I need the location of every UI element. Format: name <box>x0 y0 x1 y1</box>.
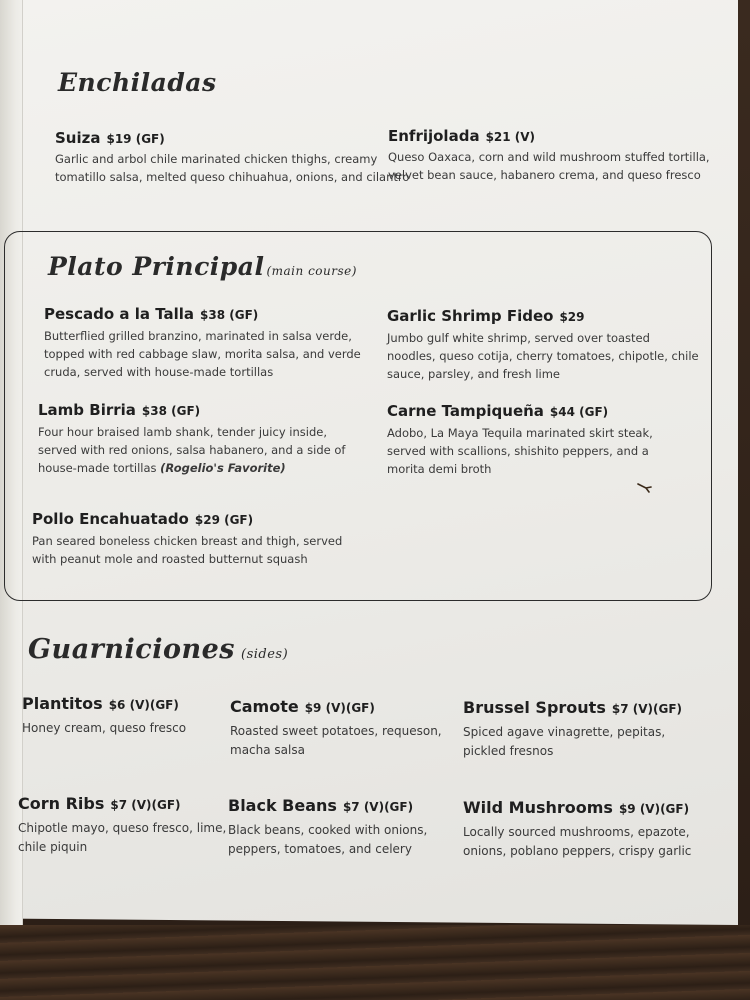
item-price: $6 (V)(GF) <box>108 698 179 712</box>
item-name: Enfrijolada <box>388 127 480 145</box>
item-desc-line: morita demi broth <box>387 462 492 476</box>
menu-item-lamb-birria <box>38 401 345 477</box>
item-name: Lamb Birria <box>38 401 136 419</box>
item-name: Plantitos <box>22 694 103 713</box>
menu-item-pescado <box>44 305 361 381</box>
item-name: Pollo Encahuatado <box>32 510 189 528</box>
side-item-camote <box>230 697 442 760</box>
item-desc-line: pickled fresnos <box>463 744 554 758</box>
item-desc-line: Four hour braised lamb shank, tender juicy inside, <box>38 425 327 439</box>
section-subtitle: (sides) <box>241 647 289 662</box>
item-name: Camote <box>230 697 299 716</box>
item-desc-line: Black beans, cooked with onions, <box>228 823 428 837</box>
favorite-note: (Rogelio's Favorite) <box>160 461 286 475</box>
item-desc-line: cruda, served with house-made tortillas <box>44 365 274 379</box>
item-desc-line: sauce, parsley, and fresh lime <box>387 367 560 381</box>
item-desc-line: Garlic and arbol chile marinated chicken thighs, creamy <box>55 152 378 166</box>
item-price: $29 <box>559 310 585 324</box>
item-desc-line: Locally sourced mushrooms, epazote, <box>463 825 690 839</box>
item-name: Suiza <box>55 129 101 147</box>
section-title-text: Plato Principal <box>48 252 265 281</box>
menu-item-garlic-shrimp-fideo <box>387 307 699 383</box>
section-subtitle: (main course) <box>266 264 357 278</box>
table-surface <box>0 925 750 1000</box>
item-desc-line: Roasted sweet potatoes, requeson, <box>230 724 442 738</box>
item-desc-line: Adobo, La Maya Tequila marinated skirt steak, <box>387 426 653 440</box>
item-price: $19 (GF) <box>106 132 165 146</box>
paper-mark <box>637 482 653 494</box>
item-desc-line: Butterflied grilled branzino, marinated in salsa verde, <box>44 329 352 343</box>
side-item-corn-ribs <box>18 794 226 857</box>
side-item-black-beans <box>228 796 427 859</box>
item-price: $38 (GF) <box>200 308 259 322</box>
menu-item-carne-tampiquena <box>387 402 653 478</box>
item-name: Corn Ribs <box>18 794 105 813</box>
section-title-enchiladas: Enchiladas <box>58 68 217 97</box>
item-name: Wild Mushrooms <box>463 798 613 817</box>
section-title-text: Guarniciones <box>28 634 236 665</box>
item-desc-line: Jumbo gulf white shrimp, served over toasted <box>387 331 650 345</box>
item-price: $44 (GF) <box>549 405 609 419</box>
item-desc-line: served with scallions, shishito peppers, and a <box>387 444 649 458</box>
section-title-plato-principal <box>48 252 357 281</box>
item-desc-line: macha salsa <box>230 743 305 757</box>
side-item-brussel-sprouts <box>463 698 682 761</box>
item-desc-line: Pan seared boneless chicken breast and thigh, served <box>32 534 343 548</box>
item-desc-line: peppers, tomatoes, and celery <box>228 842 412 856</box>
item-name: Black Beans <box>228 796 337 815</box>
item-price: $38 (GF) <box>141 404 201 418</box>
item-name: Carne Tampiqueña <box>387 402 544 420</box>
item-desc-line: Chipotle mayo, queso fresco, lime, <box>18 821 227 835</box>
item-price: $29 (GF) <box>194 513 254 527</box>
menu-item-pollo-encahuatado <box>32 510 342 568</box>
section-title-guarniciones <box>28 634 288 665</box>
item-desc-line: with peanut mole and roasted butternut squash <box>32 552 308 566</box>
item-price: $7 (V)(GF) <box>110 798 181 812</box>
item-desc-line: topped with red cabbage slaw, morita salsa, and verde <box>44 347 361 361</box>
item-desc-line: noodles, queso cotija, cherry tomatoes, chipotle, chile <box>387 349 699 363</box>
item-desc-line: velvet bean sauce, habanero crema, and queso fresco <box>388 168 701 182</box>
item-name: Brussel Sprouts <box>463 698 606 717</box>
item-price: $7 (V)(GF) <box>342 800 414 814</box>
item-desc-line: Queso Oaxaca, corn and wild mushroom stuffed tortilla, <box>388 150 710 164</box>
item-price: $21 (V) <box>485 130 536 144</box>
item-desc-line: chile piquin <box>18 840 88 854</box>
side-item-plantitos <box>22 694 186 738</box>
item-desc-line: Honey cream, queso fresco <box>22 721 187 735</box>
item-price: $9 (V)(GF) <box>618 802 690 816</box>
item-price: $9 (V)(GF) <box>304 701 375 715</box>
item-name: Garlic Shrimp Fideo <box>387 307 554 325</box>
item-name: Pescado a la Talla <box>44 305 195 323</box>
item-price: $7 (V)(GF) <box>611 702 683 716</box>
item-desc-line: onions, poblano peppers, crispy garlic <box>463 844 692 858</box>
item-desc-line: served with red onions, salsa habanero, and a side of <box>38 443 346 457</box>
menu-item-suiza <box>55 129 409 186</box>
menu-item-enfrijolada <box>388 127 710 184</box>
item-desc-line: Spiced agave vinagrette, pepitas, <box>463 725 666 739</box>
item-desc-line: house-made tortillas <box>38 461 157 475</box>
side-item-wild-mushrooms <box>463 798 691 861</box>
item-desc-line: tomatillo salsa, melted queso chihuahua, onions, and cilantro <box>55 170 410 184</box>
